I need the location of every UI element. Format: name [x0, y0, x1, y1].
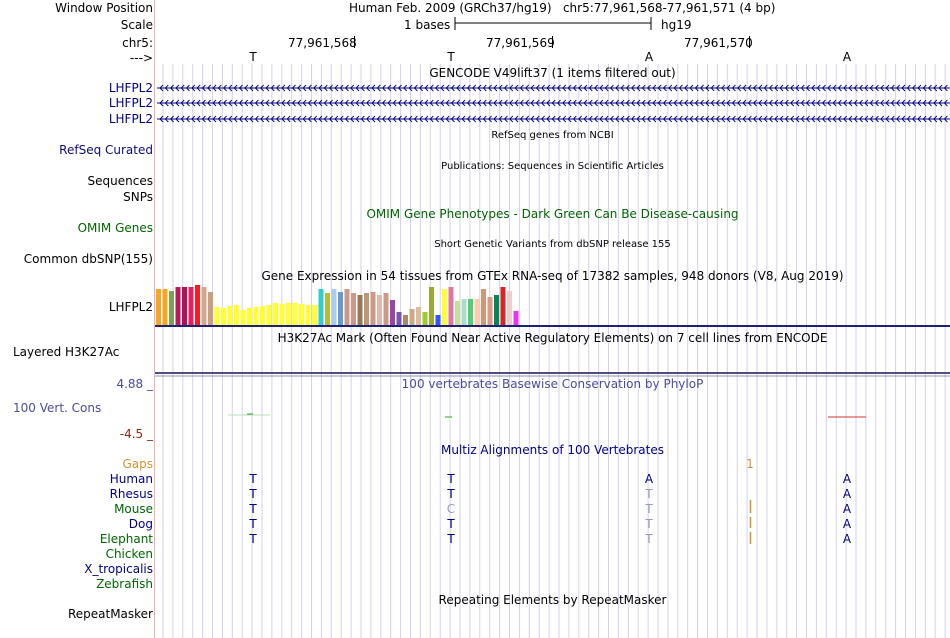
- gtex-tissue-bar[interactable]: [397, 312, 402, 325]
- cons-label[interactable]: 100 Vert. Cons: [13, 401, 102, 415]
- gtex-track-title[interactable]: Gene Expression in 54 tissues from GTEx RNA-seq of 17382 samples, 948 donors (V8, Aug 2019): [261, 269, 844, 283]
- ruler-base: A: [842, 50, 852, 64]
- human-base: T: [447, 472, 455, 486]
- snps-label[interactable]: SNPs: [123, 190, 153, 204]
- gtex-tissue-bar[interactable]: [156, 289, 161, 325]
- elephant-base: A: [842, 532, 852, 546]
- gene-model-3[interactable]: [157, 116, 950, 122]
- gtex-tissue-bar[interactable]: [325, 293, 330, 325]
- h3k27ac-track-title[interactable]: H3K27Ac Mark (Often Found Near Active Regulatory Elements) on 7 cell lines from ENCODE: [277, 331, 828, 345]
- human-base: A: [842, 472, 852, 486]
- gtex-tissue-bar[interactable]: [234, 305, 239, 325]
- gtex-tissue-bar[interactable]: [299, 304, 304, 325]
- mouse-base: T: [249, 502, 257, 516]
- rhesus-base: T: [447, 487, 455, 501]
- gtex-tissue-bar[interactable]: [332, 289, 337, 325]
- h3k27ac-label[interactable]: Layered H3K27Ac: [13, 345, 120, 359]
- gtex-tissue-bar[interactable]: [390, 300, 395, 325]
- gtex-tissue-bar[interactable]: [208, 292, 213, 325]
- cons-min-label: -4.5 _: [119, 427, 153, 441]
- position-text: Human Feb. 2009 (GRCh37/hg19) chr5:77,961,568-77,961,571 (4 bp): [349, 1, 776, 15]
- gtex-tissue-bar[interactable]: [507, 291, 512, 325]
- species-rhesus[interactable]: Rhesus: [109, 487, 153, 501]
- gtex-tissue-bar[interactable]: [514, 311, 519, 325]
- gtex-bar-chart: [156, 285, 519, 325]
- gtex-tissue-bar[interactable]: [286, 303, 291, 325]
- dog-base: A: [842, 517, 852, 531]
- gtex-tissue-bar[interactable]: [273, 303, 278, 325]
- omim-track-title[interactable]: OMIM Gene Phenotypes - Dark Green Can Be Disease-causing: [366, 207, 739, 221]
- ruler-coord-2: 77,961,569: [486, 36, 555, 50]
- gtex-tissue-bar[interactable]: [494, 295, 499, 325]
- omim-label[interactable]: OMIM Genes: [77, 221, 153, 235]
- gtex-tissue-bar[interactable]: [462, 299, 467, 325]
- gtex-tissue-bar[interactable]: [449, 287, 454, 325]
- ruler-coord-3: 77,961,570: [684, 36, 753, 50]
- gtex-tissue-bar[interactable]: [429, 287, 434, 325]
- gtex-tissue-bar[interactable]: [475, 299, 480, 325]
- dbsnp-track-title[interactable]: Short Genetic Variants from dbSNP release 155: [434, 239, 671, 250]
- gtex-tissue-bar[interactable]: [228, 306, 233, 325]
- base-grid-lines: [163, 64, 945, 638]
- ruler-base: T: [447, 50, 455, 64]
- mouse-base: C: [446, 502, 456, 516]
- gtex-tissue-bar[interactable]: [455, 301, 460, 325]
- rhesus-base: A: [842, 487, 852, 501]
- gene-model-1[interactable]: [157, 85, 950, 91]
- dog-base: T: [645, 517, 653, 531]
- gtex-tissue-bar[interactable]: [364, 293, 369, 325]
- gap-count: 1: [746, 457, 754, 471]
- gtex-tissue-bar[interactable]: [293, 303, 298, 325]
- ruler-coord-1: 77,961,568: [288, 36, 357, 50]
- gtex-tissue-bar[interactable]: [410, 309, 415, 325]
- gtex-tissue-bar[interactable]: [481, 289, 486, 325]
- dog-base: T: [249, 517, 257, 531]
- scale-text: 1 bases: [404, 18, 451, 32]
- refseq-label[interactable]: RefSeq Curated: [59, 143, 153, 157]
- gencode-track-title[interactable]: GENCODE V49lift37 (1 items filtered out): [429, 66, 676, 80]
- human-base: T: [249, 472, 257, 486]
- gtex-tissue-bar[interactable]: [345, 289, 350, 325]
- rhesus-base: T: [249, 487, 257, 501]
- gtex-tissue-bar[interactable]: [182, 287, 187, 325]
- species-zebrafish[interactable]: Zebrafish: [96, 577, 153, 591]
- species-xtropicalis[interactable]: X_tropicalis: [84, 562, 153, 576]
- gtex-tissue-bar[interactable]: [241, 310, 246, 325]
- gtex-tissue-bar[interactable]: [358, 295, 363, 325]
- mouse-base: A: [842, 502, 852, 516]
- gene-label-2[interactable]: LHFPL2: [108, 96, 153, 110]
- scale-label: Scale: [120, 18, 153, 32]
- publications-track-title[interactable]: Publications: Sequences in Scientific Articles: [441, 161, 664, 172]
- gtex-tissue-bar[interactable]: [501, 287, 506, 325]
- gtex-tissue-bar[interactable]: [416, 307, 421, 325]
- gtex-tissue-bar[interactable]: [202, 287, 207, 325]
- phylop-track-title[interactable]: 100 vertebrates Basewise Conservation by PhyloP: [401, 377, 704, 391]
- gtex-tissue-bar[interactable]: [215, 307, 220, 325]
- ruler-base: A: [644, 50, 654, 64]
- gtex-tissue-bar[interactable]: [247, 308, 252, 325]
- multiz-track-title[interactable]: Multiz Alignments of 100 Vertebrates: [440, 443, 665, 457]
- chrom-label: chr5:: [122, 36, 153, 50]
- gtex-tissue-bar[interactable]: [436, 315, 441, 325]
- rhesus-base: T: [645, 487, 653, 501]
- gtex-tissue-bar[interactable]: [195, 285, 200, 325]
- gtex-tissue-bar[interactable]: [254, 307, 259, 325]
- gene-label-1[interactable]: LHFPL2: [108, 81, 153, 95]
- refseq-track-title[interactable]: RefSeq genes from NCBI: [491, 130, 614, 141]
- ruler-base: T: [249, 50, 257, 64]
- gtex-tissue-bar[interactable]: [377, 295, 382, 325]
- gtex-tissue-bar[interactable]: [163, 289, 168, 325]
- phylop-marks: [228, 414, 866, 417]
- sequences-label[interactable]: Sequences: [87, 174, 153, 188]
- species-human[interactable]: Human: [109, 472, 153, 486]
- cons-max-label: 4.88 _: [116, 377, 153, 391]
- dog-base: T: [447, 517, 455, 531]
- assembly-text: hg19: [661, 18, 692, 32]
- elephant-base: T: [447, 532, 455, 546]
- gtex-tissue-bar[interactable]: [384, 293, 389, 325]
- gtex-tissue-bar[interactable]: [319, 289, 324, 325]
- gtex-tissue-bar[interactable]: [169, 291, 174, 325]
- repeatmasker-label[interactable]: RepeatMasker: [67, 607, 153, 621]
- scale-bar: [455, 17, 651, 30]
- gtex-tissue-bar[interactable]: [221, 308, 226, 325]
- gtex-tissue-bar[interactable]: [176, 287, 181, 325]
- elephant-base: T: [249, 532, 257, 546]
- window-position-label: Window Position: [55, 1, 153, 15]
- gtex-tissue-bar[interactable]: [468, 299, 473, 325]
- gtex-tissue-bar[interactable]: [338, 292, 343, 325]
- gtex-tissue-bar[interactable]: [488, 297, 493, 325]
- gtex-tissue-bar[interactable]: [351, 293, 356, 325]
- species-chicken[interactable]: Chicken: [105, 547, 153, 561]
- gtex-tissue-bar[interactable]: [280, 304, 285, 325]
- human-base: A: [644, 472, 654, 486]
- gene-model-2[interactable]: [157, 100, 950, 106]
- gaps-label[interactable]: Gaps: [122, 457, 153, 471]
- gtex-tissue-bar[interactable]: [442, 289, 447, 325]
- dbsnp-label[interactable]: Common dbSNP(155): [23, 252, 153, 266]
- gtex-tissue-bar[interactable]: [267, 305, 272, 325]
- gtex-tissue-bar[interactable]: [306, 305, 311, 325]
- gencode-gene-lines: [157, 85, 950, 122]
- species-elephant[interactable]: Elephant: [99, 532, 153, 546]
- gtex-tissue-bar[interactable]: [312, 305, 317, 325]
- gtex-tissue-bar[interactable]: [423, 312, 428, 325]
- elephant-base: T: [645, 532, 653, 546]
- repeatmasker-track-title[interactable]: Repeating Elements by RepeatMasker: [438, 593, 667, 607]
- species-mouse[interactable]: Mouse: [114, 502, 153, 516]
- gtex-tissue-bar[interactable]: [371, 292, 376, 325]
- gtex-gene-label[interactable]: LHFPL2: [108, 300, 153, 314]
- gene-label-3[interactable]: LHFPL2: [108, 112, 153, 126]
- gtex-tissue-bar[interactable]: [403, 315, 408, 325]
- species-dog[interactable]: Dog: [128, 517, 153, 531]
- gtex-tissue-bar[interactable]: [260, 306, 265, 325]
- mouse-base: T: [645, 502, 653, 516]
- strand-label: --->: [129, 51, 153, 65]
- gtex-tissue-bar[interactable]: [189, 287, 194, 325]
